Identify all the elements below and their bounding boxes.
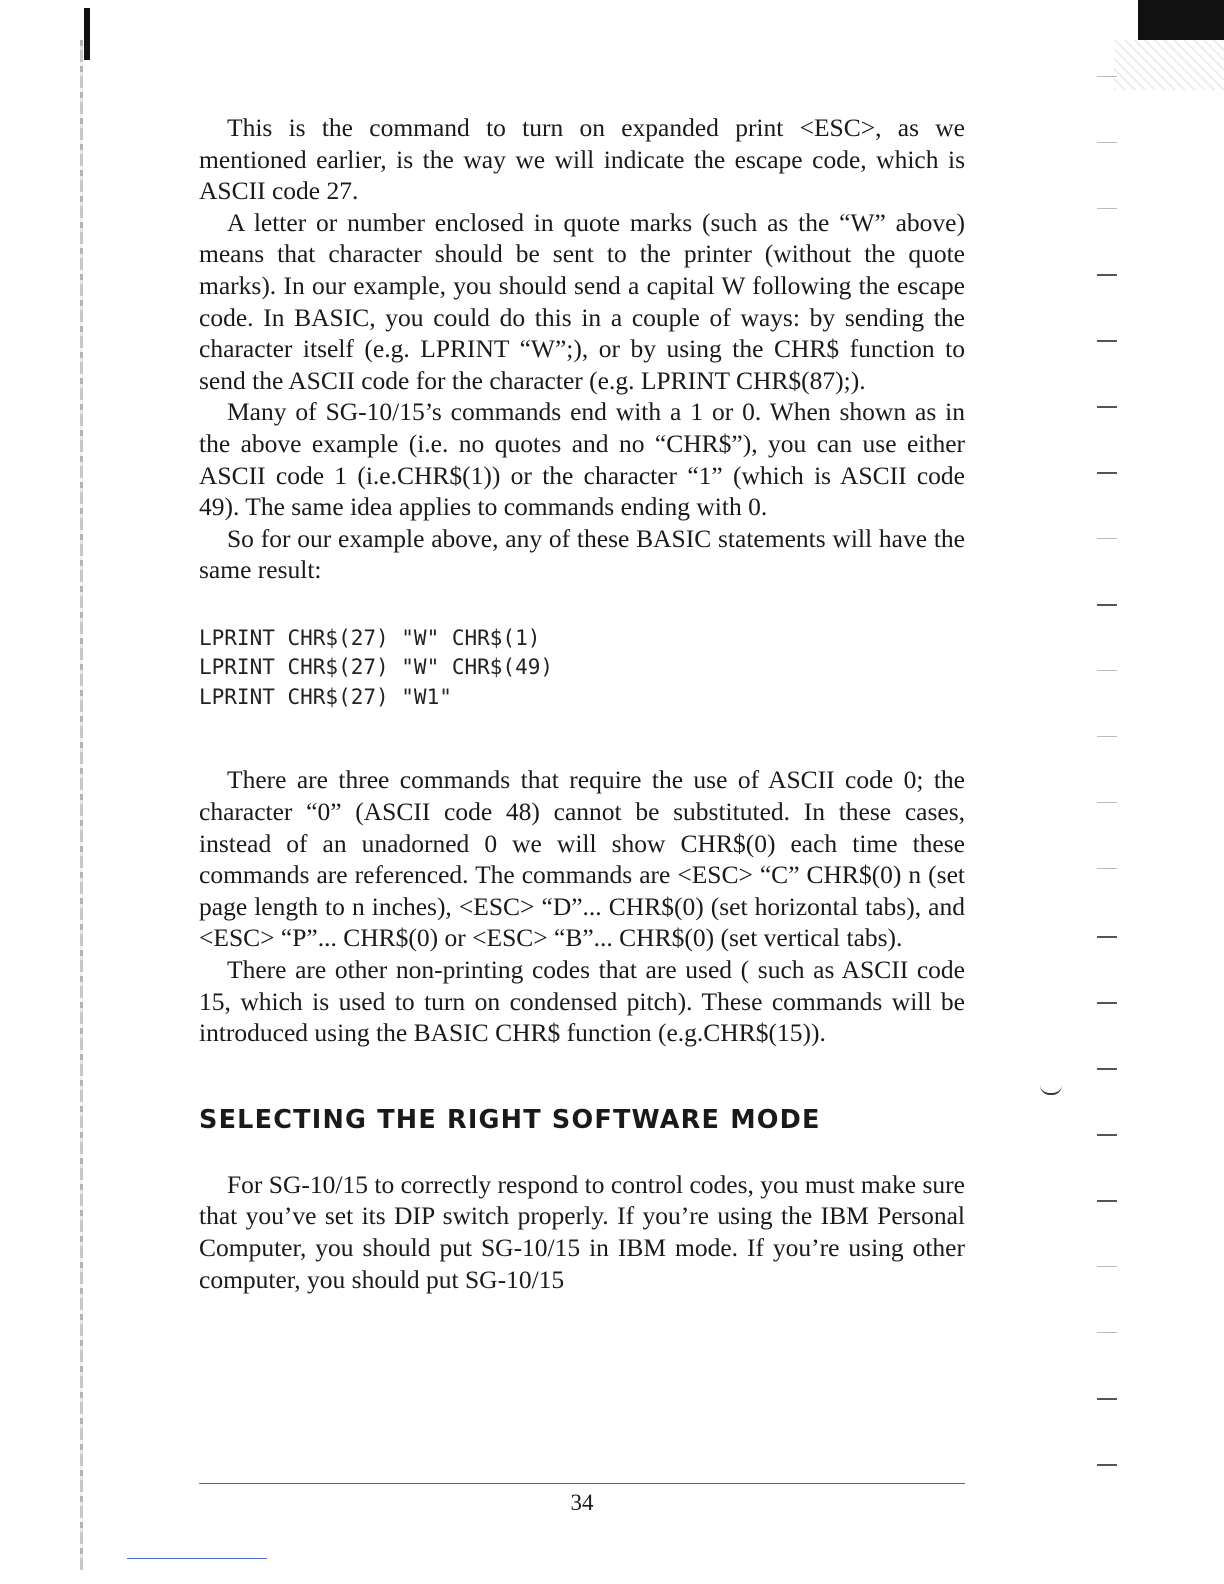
section-heading: SELECTING THE RIGHT SOFTWARE MODE	[199, 1104, 821, 1135]
scan-edge-tick	[1097, 472, 1117, 474]
scan-edge-tick	[1097, 802, 1117, 803]
code-line: LPRINT CHR$(27) "W" CHR$(1)	[199, 625, 541, 650]
basic-code-listing	[199, 624, 965, 713]
scan-edge-tick	[1097, 76, 1117, 77]
scan-corner-speckle	[1114, 40, 1224, 90]
scan-edge-tick	[1097, 604, 1117, 606]
body-paragraph: A letter or number enclosed in quote marks (such as the “W” above) means that character should be sent to the printer (without the quote marks). In our example, you should send a capital W following the escape code. In BASIC, you could do this in a couple of ways: by sending the character itself (e.g. LPRINT “W”;), or by using the CHR$ function to send the ASCII code for the character (e.g. LPRINT CHR$(87);).	[199, 207, 965, 395]
scan-edge-tick	[1097, 340, 1117, 342]
body-paragraph: There are three commands that require the use of ASCII code 0; the character “0” (ASCII code 48) cannot be substituted. In these cases, instead of an unadorned 0 we will show CHR$(0) each time these commands are referenced. The commands are <ESC> “C” CHR$(0) n (set page length to n inches), <ESC> “D”... CHR$(0) (set horizontal tabs), and <ESC> “P”... CHR$(0) or <ESC> “B”... CHR$(0) (set vertical tabs).	[199, 765, 965, 953]
page-number: 34	[570, 1490, 594, 1515]
scan-stray-mark	[1040, 1085, 1062, 1095]
scan-edge-tick	[1097, 142, 1117, 143]
body-paragraph: This is the command to turn on expanded print <ESC>, as we mentioned earlier, is the way we will indicate the escape code, which is ASCII code 27.	[199, 113, 965, 206]
body-paragraph: Many of SG-10/15’s commands end with a 1 or 0. When shown as in the above example (i.e. no quotes and no “CHR$”), you can use either ASCII code 1 (i.e.CHR$(1)) or the character “1” (which is ASCII code 49). The same idea applies to commands ending with 0.	[199, 397, 965, 522]
scan-edge-tick	[1097, 1266, 1117, 1267]
scan-edge-tick	[1097, 1398, 1117, 1400]
scan-edge-tick	[1097, 208, 1117, 209]
scan-edge-tick	[1097, 936, 1117, 938]
scan-edge-tick	[1097, 406, 1117, 408]
scan-edge-tick	[1097, 538, 1117, 539]
body-paragraph: There are other non-printing codes that are used ( such as ASCII code 15, which is used to turn on condensed pitch). These commands will be introduced using the BASIC CHR$ function (e.g.CHR$(15)).	[199, 954, 965, 1048]
scan-edge-tick	[1097, 670, 1117, 671]
body-paragraph: For SG-10/15 to correctly respond to control codes, you must make sure that you’ve set its DIP switch properly. If you’re using the IBM Personal Computer, you should put SG-10/15 in IBM mode. If you’re using other computer, you should put SG-10/15	[199, 1169, 965, 1294]
scan-edge-tick	[1097, 1464, 1117, 1466]
scan-binding-edge	[80, 40, 83, 1570]
scan-edge-tick	[1097, 1068, 1117, 1070]
body-paragraph: So for our example above, any of these BASIC statements will have the same result:	[199, 523, 965, 585]
scan-corner-tab	[1138, 0, 1224, 40]
footer-rule	[199, 1483, 965, 1484]
code-line: LPRINT CHR$(27) "W1"	[199, 684, 452, 709]
scan-edge-tick	[1097, 1332, 1117, 1333]
scan-edge-tick	[1097, 736, 1117, 737]
scan-binding-mark	[84, 8, 90, 60]
code-line: LPRINT CHR$(27) "W" CHR$(49)	[199, 655, 554, 680]
scan-bottom-line	[127, 1558, 267, 1559]
scan-edge-tick	[1097, 868, 1117, 869]
scan-edge-tick	[1097, 274, 1117, 276]
scan-edge-tick	[1097, 1134, 1117, 1136]
page-body	[199, 112, 965, 1295]
scan-edge-tick	[1097, 1002, 1117, 1004]
scan-edge-tick	[1097, 1200, 1117, 1202]
